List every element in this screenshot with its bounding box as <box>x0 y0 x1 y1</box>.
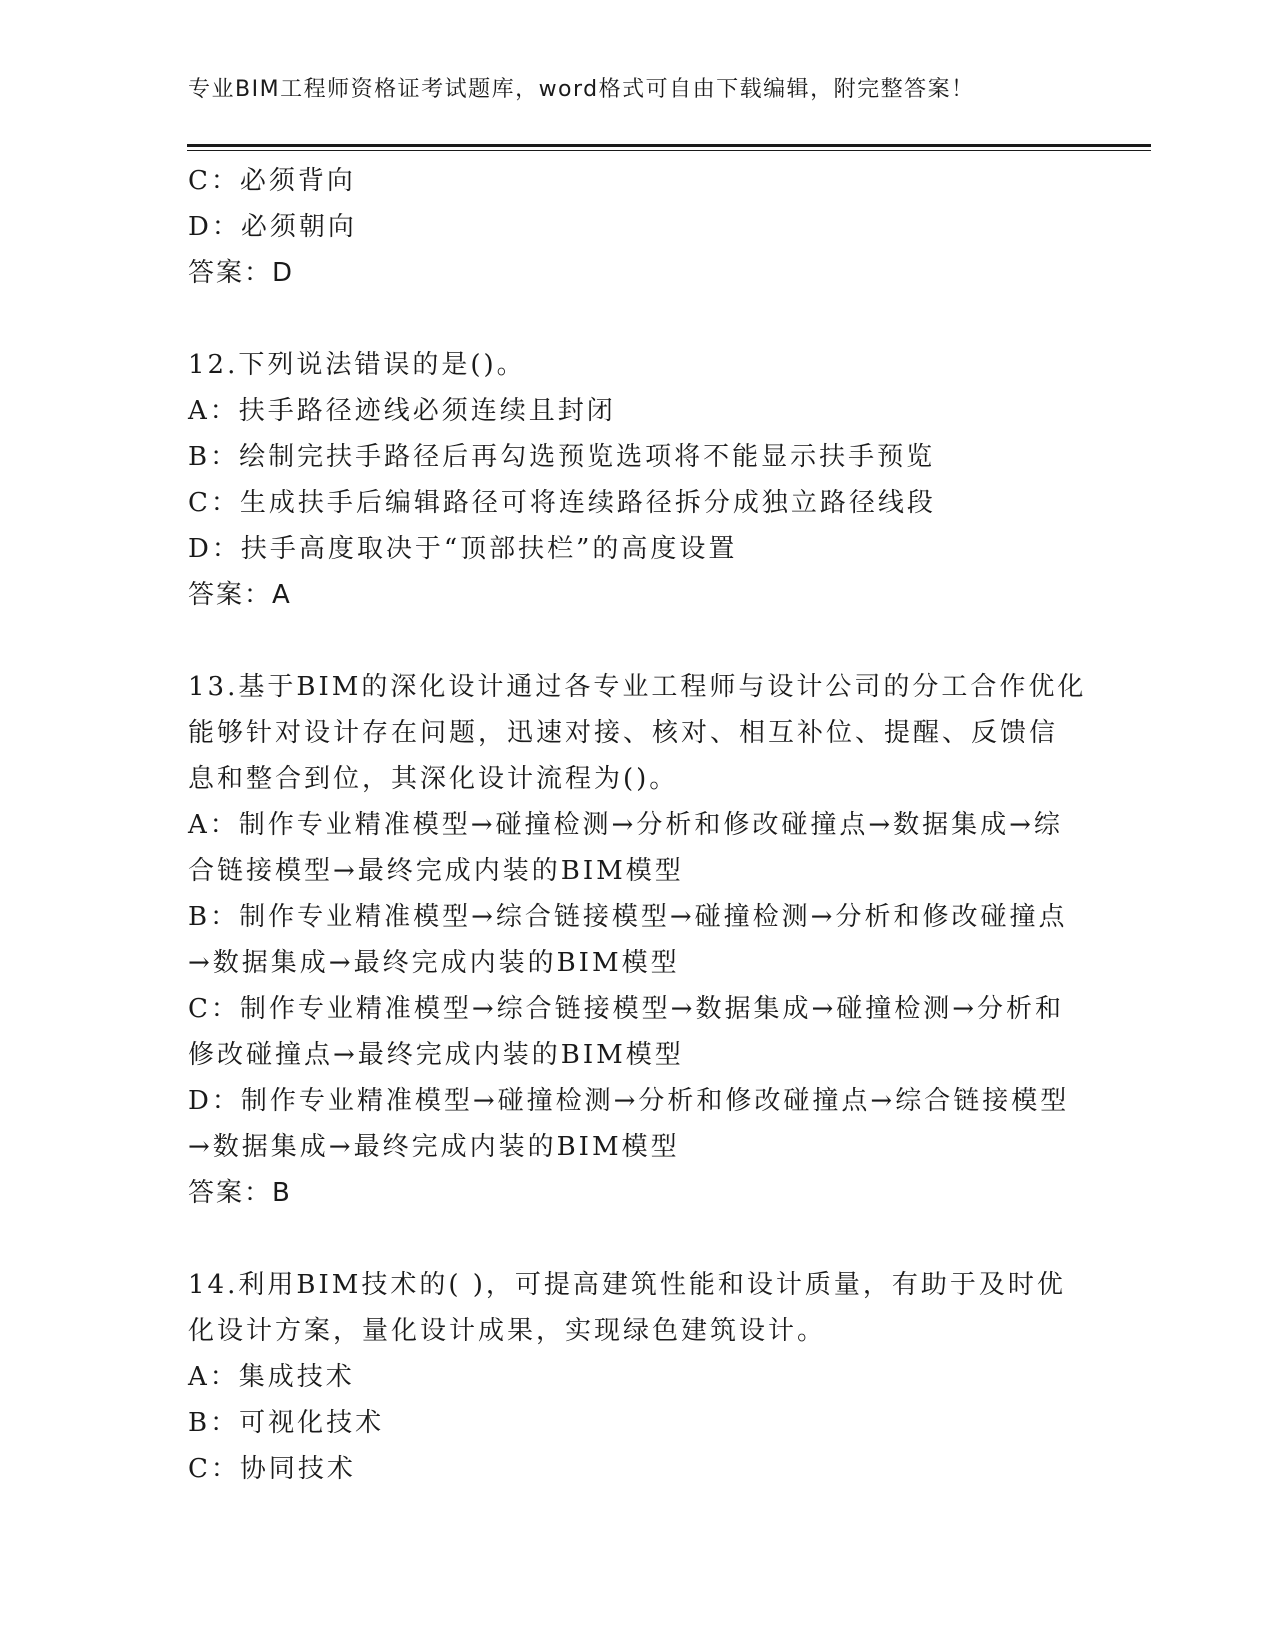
option-b: B：绘制完扶手路径后再勾选预览选项将不能显示扶手预览 <box>188 442 936 472</box>
question-11-tail <box>188 158 1088 296</box>
option-c-line-1: C：制作专业精准模型→综合链接模型→数据集成→碰撞检测→分析和 <box>188 994 1065 1024</box>
answer-line: 答案：B <box>188 1178 292 1208</box>
option-c: C：协同技术 <box>188 1454 356 1484</box>
option-a: A：扶手路径迹线必须连续且封闭 <box>188 396 616 426</box>
option-b-line-2: →数据集成→最终完成内装的BIM模型 <box>188 948 680 978</box>
option-a: A：集成技术 <box>188 1362 355 1392</box>
spacer <box>188 296 1088 342</box>
question-12 <box>188 342 1088 618</box>
answer-line: 答案：A <box>188 580 292 610</box>
option-c: C：必须背向 <box>188 166 356 196</box>
option-a-line-2: 合链接模型→最终完成内装的BIM模型 <box>188 856 684 886</box>
question-stem-line-1: 13.基于BIM的深化设计通过各专业工程师与设计公司的分工合作优化 <box>188 672 1087 702</box>
header-divider-thick <box>187 144 1151 147</box>
option-d: D：扶手高度取决于“顶部扶栏”的高度设置 <box>188 534 738 564</box>
option-c-line-2: 修改碰撞点→最终完成内装的BIM模型 <box>188 1040 684 1070</box>
option-a-line-1: A：制作专业精准模型→碰撞检测→分析和修改碰撞点→数据集成→综 <box>188 810 1063 840</box>
answer-line: 答案：D <box>188 258 295 288</box>
spacer <box>188 1216 1088 1262</box>
option-d-line-1: D：制作专业精准模型→碰撞检测→分析和修改碰撞点→综合链接模型 <box>188 1086 1070 1116</box>
question-stem-line-2: 化设计方案，量化设计成果，实现绿色建筑设计。 <box>188 1316 827 1346</box>
question-stem-line-3: 息和整合到位，其深化设计流程为()。 <box>188 764 679 794</box>
question-14 <box>188 1262 1088 1492</box>
option-b-line-1: B：制作专业精准模型→综合链接模型→碰撞检测→分析和修改碰撞点 <box>188 902 1068 932</box>
question-list <box>188 158 1088 1492</box>
question-13 <box>188 664 1088 1216</box>
spacer <box>188 618 1088 664</box>
question-stem-line-1: 14.利用BIM技术的( )，可提高建筑性能和设计质量，有助于及时优 <box>188 1270 1066 1300</box>
option-c: C：生成扶手后编辑路径可将连续路径拆分成独立路径线段 <box>188 488 936 518</box>
header-divider-thin <box>187 150 1151 151</box>
question-stem: 12.下列说法错误的是()。 <box>188 350 526 380</box>
page-header: 专业BIM工程师资格证考试题库，word格式可自由下载编辑，附完整答案！ <box>188 77 975 102</box>
option-b: B：可视化技术 <box>188 1408 385 1438</box>
question-stem-line-2: 能够针对设计存在问题，迅速对接、核对、相互补位、提醒、反馈信 <box>188 718 1059 748</box>
option-d: D：必须朝向 <box>188 212 357 242</box>
option-d-line-2: →数据集成→最终完成内装的BIM模型 <box>188 1132 680 1162</box>
